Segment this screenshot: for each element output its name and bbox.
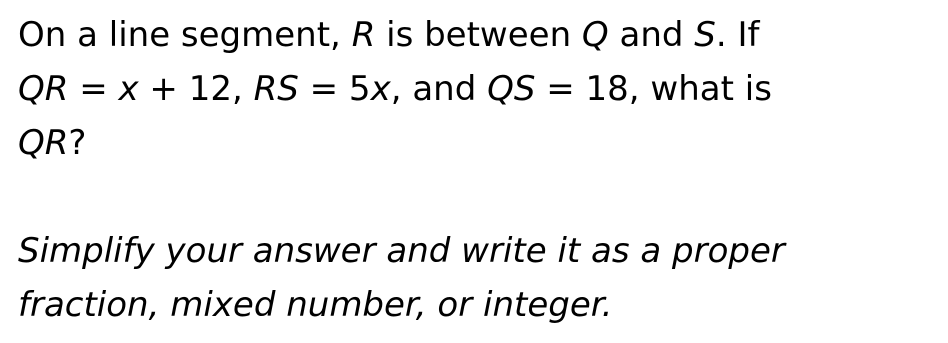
variable-qr: QR [18,123,69,163]
question-line-2 [18,62,934,116]
question-text: = 5 [298,69,371,109]
instruction-line-1: Simplify your answer and write it as a proper [18,231,785,271]
variable-qr: QR [18,69,69,109]
variable-rs: RS [253,69,299,109]
question-text: . If [715,15,760,55]
variable-x: x [370,69,391,109]
question-text: On a line segment, [18,15,352,55]
question-line-3 [18,116,934,170]
variable-q: Q [581,15,609,55]
question-text: = 18, what is [535,69,772,109]
variable-s: S [694,15,716,55]
question-text: = [68,69,119,109]
question-text: ? [68,123,87,163]
variable-r: R [351,15,376,55]
instruction-line-2: fraction, mixed number, or integer. [18,285,613,325]
problem-container [18,8,934,332]
question-line-1 [18,8,934,62]
question-text: is between [375,15,582,55]
question-text: , and [390,69,488,109]
question-text: + 12, [138,69,254,109]
question-text: and [608,15,695,55]
variable-qs: QS [487,69,536,109]
variable-x: x [118,69,139,109]
spacer [18,170,934,224]
